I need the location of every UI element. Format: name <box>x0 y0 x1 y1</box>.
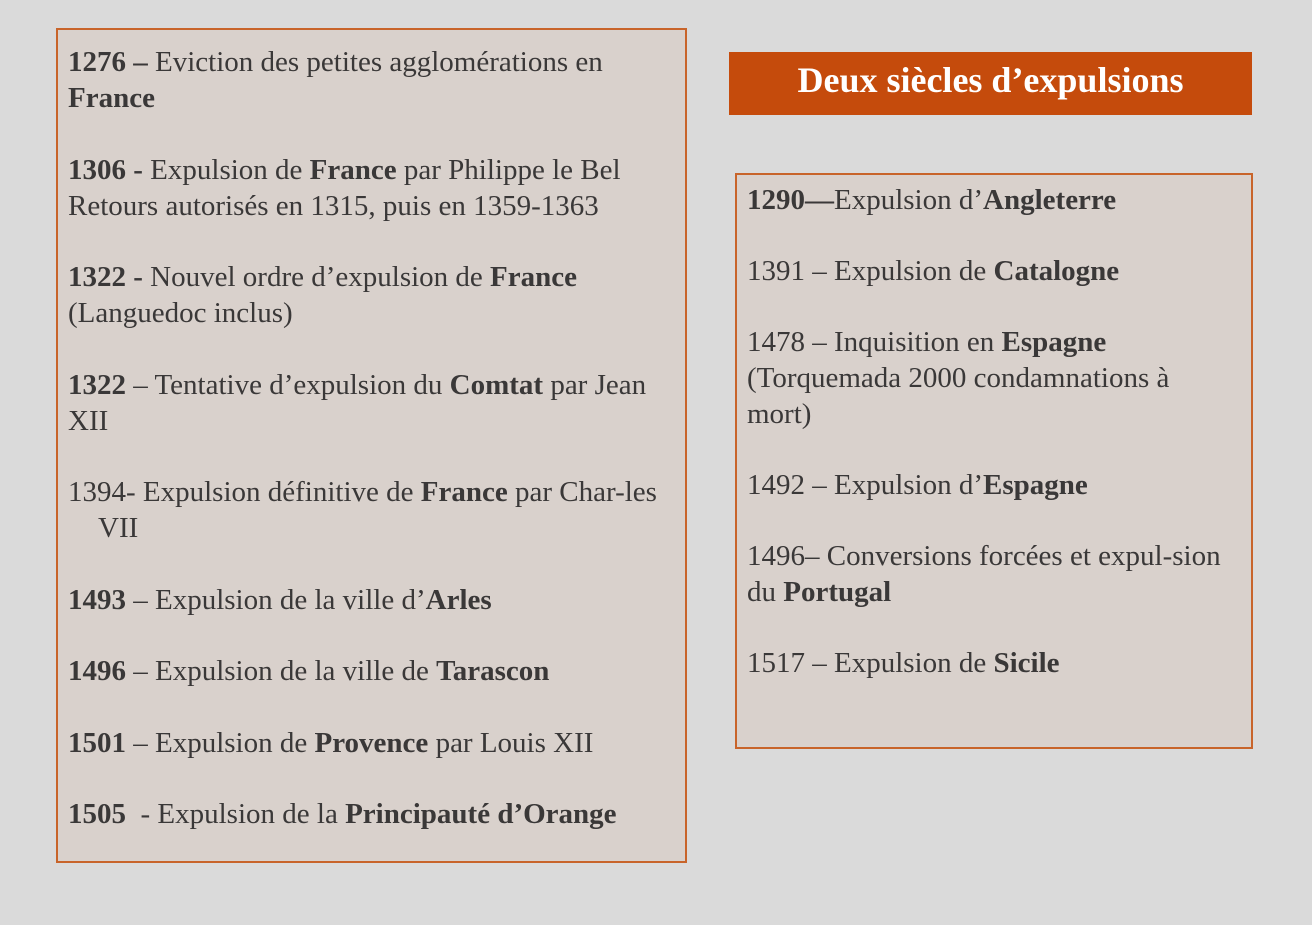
entry-1493: 1493 – Expulsion de la ville d’Arles <box>68 583 492 616</box>
entry-1478: 1478 – Inquisition en Espagne (Torquemada 2000 condamnations à mort) <box>747 326 1170 430</box>
entry-1496: 1496 – Expulsion de la ville de Tarascon <box>68 655 550 687</box>
entry-1290: 1290—Expulsion d’Angleterre <box>747 184 1117 216</box>
entry-1505: 1505 - Expulsion de la Principauté d’Orange <box>68 798 617 830</box>
entry-1517: 1517 – Expulsion de Sicile <box>747 647 1060 679</box>
entry-1501: 1501 – Expulsion de Provence par Louis XII <box>68 726 594 759</box>
entry-1394: 1394- Expulsion définitive de France par Char-les VII <box>68 476 657 544</box>
entry-1322-comtat: 1322 – Tentative d’expulsion du Comtat par Jean XII <box>68 368 647 437</box>
entry-1492: 1492 – Expulsion d’Espagne <box>747 469 1088 501</box>
entry-1276: 1276 – Eviction des petites agglomérations en France <box>68 46 603 114</box>
entry-1306: 1306 - Expulsion de France par Philippe le Bel Retours autorisés en 1315, puis en 1359-1363 <box>68 153 621 222</box>
left-timeline-panel <box>56 28 687 863</box>
page-title: Deux siècles d’expulsions <box>729 52 1252 115</box>
entry-1391: 1391 – Expulsion de Catalogne <box>747 255 1120 287</box>
right-timeline-panel <box>735 173 1253 749</box>
entry-1322-france: 1322 - Nouvel ordre d’expulsion de France (Languedoc inclus) <box>68 261 577 329</box>
entry-1496-portugal: 1496– Conversions forcées et expul-sion du Portugal <box>747 540 1221 608</box>
